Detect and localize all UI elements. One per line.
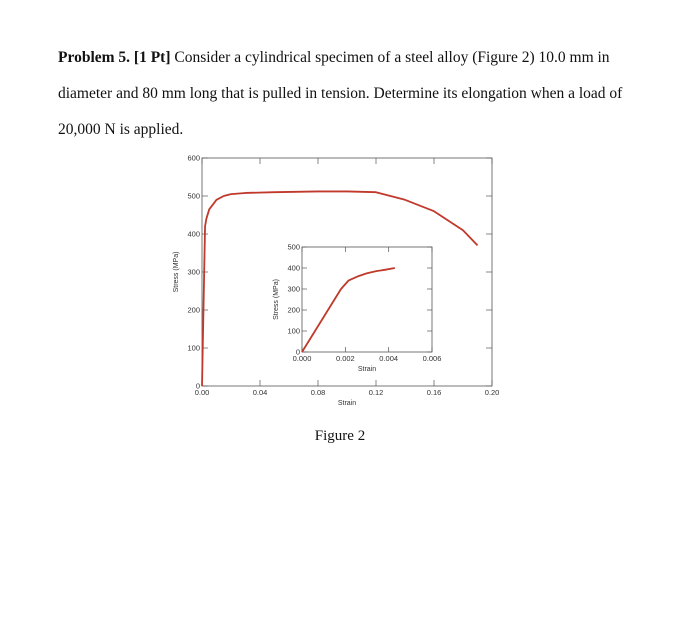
main-plot-ytick-label: 500: [187, 191, 200, 201]
problem-text: Consider a cylindrical specimen of a steel alloy (Figure 2) 10.0 mm in diameter and 80 mm long that is pulled in tension. Determine its elongation when a load of 20,000 N is applied.: [58, 49, 623, 138]
inset-plot-ytick-label: 0: [295, 347, 300, 357]
inset-plot-ytick-label: 200: [287, 305, 300, 315]
stress-strain-figure: [160, 150, 505, 418]
main-plot-xtick-label: 0.12: [368, 388, 384, 397]
main-plot-ytick-label: 300: [187, 267, 200, 277]
main-plot-ytick-label: 0: [195, 381, 200, 391]
stress-strain-chart: [160, 150, 505, 418]
problem-heading: Problem 5. [1 Pt]: [58, 49, 171, 66]
figure-caption: Figure 2: [314, 428, 366, 444]
main-plot-ytick-label: 600: [187, 153, 200, 163]
main-plot-xtick-label: 0.08: [310, 388, 326, 397]
inset-plot-ytick-label: 100: [287, 326, 300, 336]
inset-plot-xtick-label: 0.006: [422, 354, 442, 363]
inset-plot-xlabel: Strain: [357, 366, 377, 373]
main-plot-ytick-label: 200: [187, 305, 200, 315]
main-plot-xtick-label: 0.20: [484, 388, 500, 397]
inset-plot-xtick-label: 0.000: [292, 354, 312, 363]
main-plot-ytick-label: 400: [187, 229, 200, 239]
main-plot-xtick-label: 0.04: [252, 388, 268, 397]
inset-plot-ytick-label: 400: [287, 263, 300, 273]
main-plot-xlabel: Strain: [337, 400, 357, 407]
inset-plot-ytick-label: 300: [287, 284, 300, 294]
inset-plot-ytick-label: 500: [287, 242, 300, 252]
problem-statement: [58, 40, 658, 148]
inset-plot-ylabel: Stress (MPa): [273, 279, 280, 320]
main-plot-ytick-label: 100: [187, 343, 200, 353]
inset-plot-frame: [302, 247, 432, 352]
inset-plot-xtick-label: 0.002: [335, 354, 355, 363]
main-plot-xtick-label: 0.16: [426, 388, 442, 397]
main-plot-xtick-label: 0.00: [194, 388, 210, 397]
main-plot-ylabel: Stress (MPa): [173, 251, 180, 293]
inset-plot-xtick-label: 0.004: [379, 354, 399, 363]
